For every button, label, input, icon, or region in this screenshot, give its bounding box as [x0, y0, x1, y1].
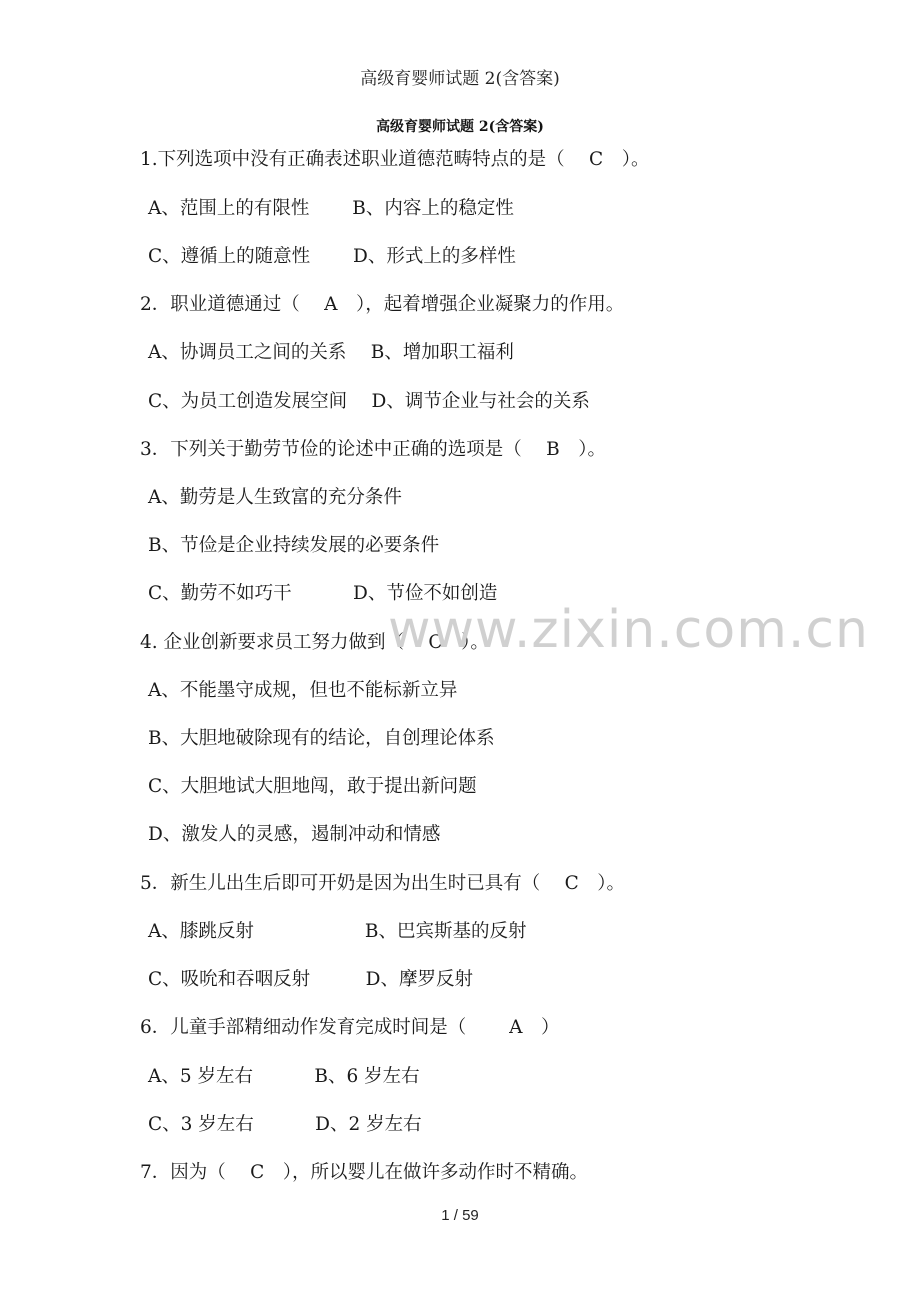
- question-6: 6．儿童手部精细动作发育完成时间是（ A ）: [140, 1017, 560, 1038]
- question-5-options-cd: C、吸吮和吞咽反射 D、摩罗反射: [148, 969, 473, 990]
- question-7: 7．因为（ C ），所以婴儿在做许多动作时不精确。: [140, 1162, 589, 1183]
- watermark: www.zixin.com.cn: [388, 600, 869, 660]
- question-6-options-ab: A、5 岁左右 B、6 岁左右: [148, 1066, 420, 1087]
- question-5-options-ab: A、膝跳反射 B、巴宾斯基的反射: [148, 921, 527, 942]
- question-4-option-c: C、大胆地试大胆地闯，敢于提出新问题: [148, 776, 477, 797]
- question-1-options-ab: A、范围上的有限性 B、内容上的稳定性: [148, 198, 514, 219]
- question-4-option-d: D、激发人的灵感，遏制冲动和情感: [148, 824, 441, 845]
- question-3-option-b: B、节俭是企业持续发展的必要条件: [148, 535, 440, 556]
- question-5: 5．新生儿出生后即可开奶是因为出生时已具有（ C ）。: [140, 873, 626, 894]
- question-3-options-cd: C、勤劳不如巧干 D、节俭不如创造: [148, 583, 498, 604]
- question-6-options-cd: C、3 岁左右 D、2 岁左右: [148, 1114, 422, 1135]
- question-2-options-ab: A、协调员工之间的关系 B、增加职工福利: [148, 342, 514, 363]
- question-3: 3．下列关于勤劳节俭的论述中正确的选项是（ B ）。: [140, 439, 606, 460]
- page-number: 1 / 59: [441, 1207, 479, 1224]
- question-4-option-a: A、不能墨守成规，但也不能标新立异: [148, 680, 458, 701]
- page-header-title: 高级育婴师试题 2(含答案): [360, 69, 560, 89]
- document-title: 高级育婴师试题 2(含答案): [376, 119, 544, 135]
- question-2-options-cd: C、为员工创造发展空间 D、调节企业与社会的关系: [148, 391, 590, 412]
- question-3-option-a: A、勤劳是人生致富的充分条件: [148, 487, 402, 508]
- question-1-options-cd: C、遵循上的随意性 D、形式上的多样性: [148, 246, 516, 267]
- question-1: 1.下列选项中没有正确表述职业道德范畴特点的是（ C ）。: [140, 149, 650, 170]
- question-2: 2．职业道德通过（ A ），起着增强企业凝聚力的作用。: [140, 294, 625, 315]
- question-4-option-b: B、大胆地破除现有的结论，自创理论体系: [148, 728, 495, 749]
- question-4: 4. 企业创新要求员工努力做到（ C ）。: [140, 632, 489, 653]
